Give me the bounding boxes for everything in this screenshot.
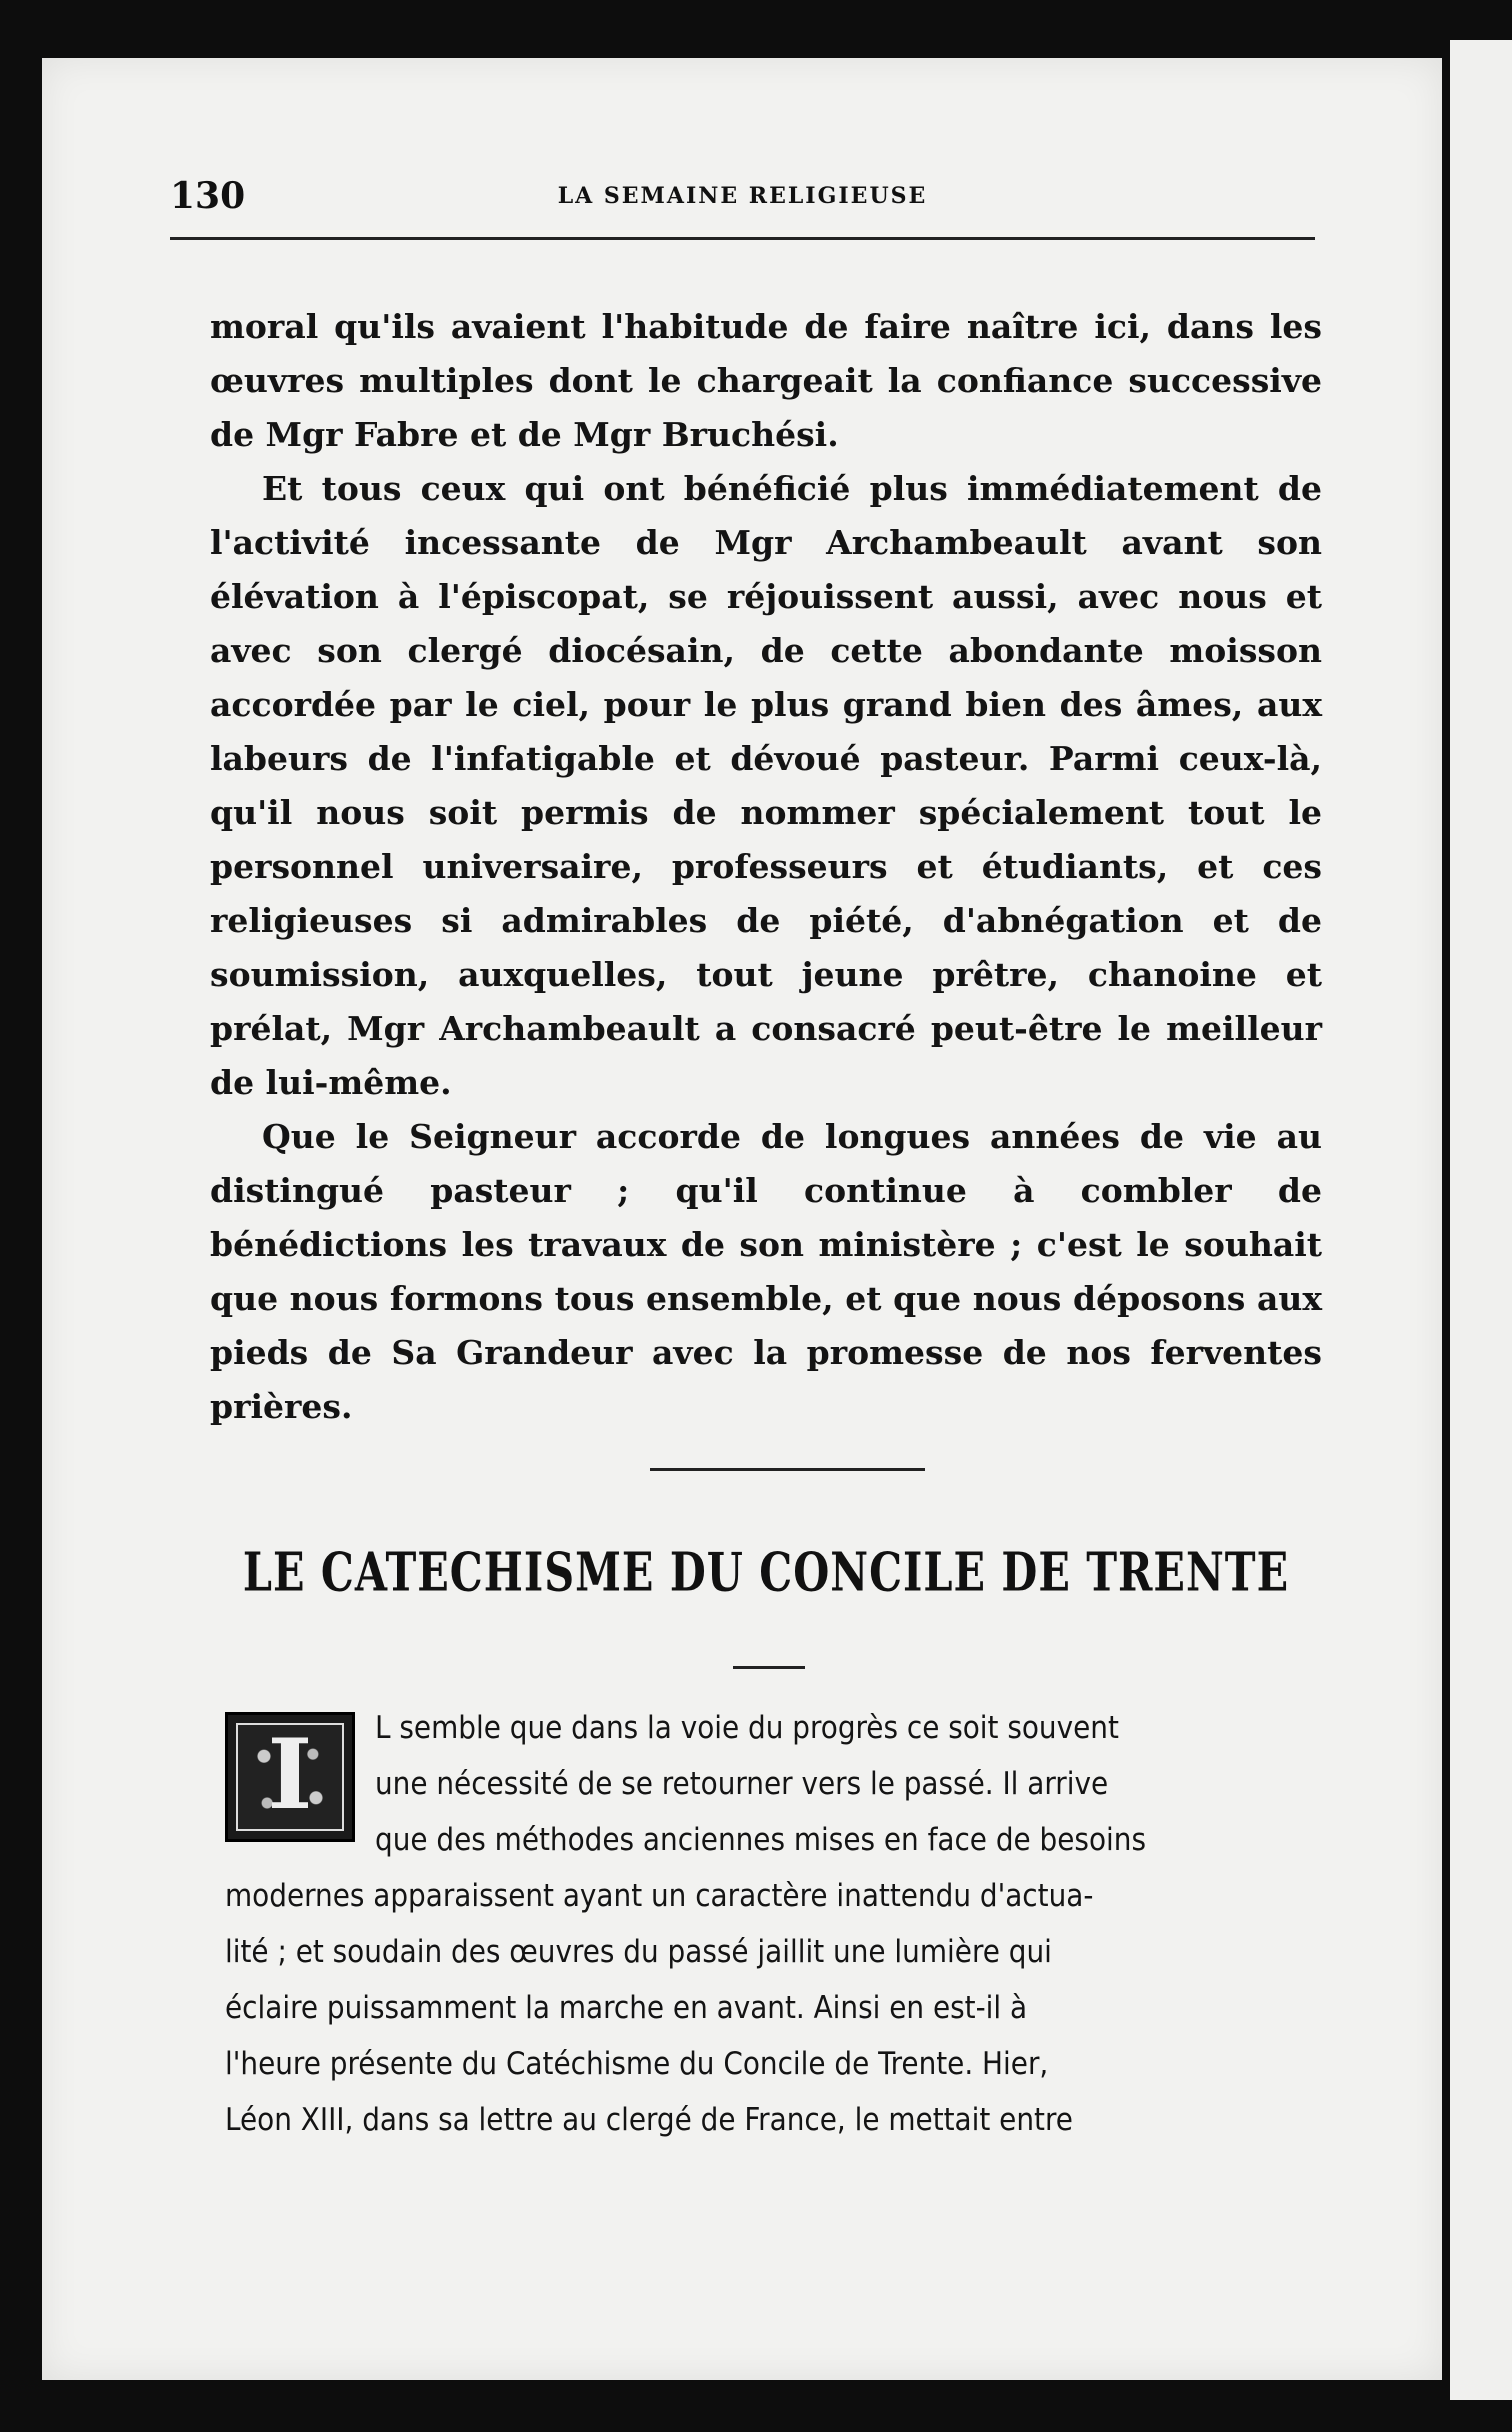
paragraph-3: Que le Seigneur accorde de longues années de vie au distingué pasteur ; qu'il continue à combler de bénédictions les travaux de son ministère ; c'est le souhait que nous formons tous ensemble, et que nous déposons aux pieds de Sa Grandeur avec la promesse de nos ferventes prières. — [210, 1117, 1322, 1426]
lead-line: L semble que dans la voie du progrès ce soit souvent — [375, 1710, 1119, 1746]
body-line: modernes apparaissent ayant un caractère inattendu d'actua- — [225, 1878, 1094, 1914]
lead-line: que des méthodes anciennes mises en face de besoins — [375, 1822, 1146, 1858]
section-separator — [650, 1468, 925, 1471]
article-title: LE CATECHISME DU CONCILE DE TRENTE — [242, 1540, 1290, 1604]
page-number: 130 — [170, 175, 246, 217]
paragraph-1: moral qu'ils avaient l'habitude de faire naître ici, dans les œuvres multiples dont le chargeait la confiance successive de Mgr Fabre et de Mgr Bruchési. — [210, 307, 1322, 454]
body-line: éclaire puissamment la marche en avant. Ainsi en est-il à — [225, 1990, 1028, 2026]
article-body — [225, 1868, 1330, 2148]
ornamental-dropcap — [225, 1712, 355, 1842]
dropcap-letter: I — [267, 1718, 313, 1831]
lead-line: une nécessité de se retourner vers le passé. Il arrive — [375, 1766, 1109, 1802]
body-line: Léon XIII, dans sa lettre au clergé de France, le mettait entre — [225, 2102, 1073, 2138]
title-rule — [733, 1666, 805, 1669]
body-line: lité ; et soudain des œuvres du passé jaillit une lumière qui — [225, 1934, 1052, 1970]
adjacent-page-edge — [1450, 40, 1512, 2400]
article-lead — [375, 1700, 1330, 1868]
header-rule — [170, 237, 1315, 240]
body-line: l'heure présente du Catéchisme du Concile de Trente. Hier, — [225, 2046, 1049, 2082]
paragraph-2: Et tous ceux qui ont bénéficié plus immédiatement de l'activité incessante de Mgr Archambeault avant son élévation à l'épiscopat, se réjouissent aussi, avec nous et avec son clergé diocésain, de cette abondante moisson accordée par le ciel, pour le plus grand bien des âmes, aux labeurs de l'infatigable et dévoué pasteur. Parmi ceux-là, qu'il nous soit permis de nommer spécialement tout le personnel universaire, professeurs et étudiants, et ces religieuses si admirables de piété, d'abnégation et de soumission, auxquelles, tout jeune prêtre, chanoine et prélat, Mgr Archambeault a consacré peut-être le meilleur de lui-même. — [210, 469, 1322, 1102]
body-text — [210, 300, 1322, 1434]
running-title: LA SEMAINE RELIGIEUSE — [557, 183, 928, 209]
running-head — [170, 175, 1315, 225]
